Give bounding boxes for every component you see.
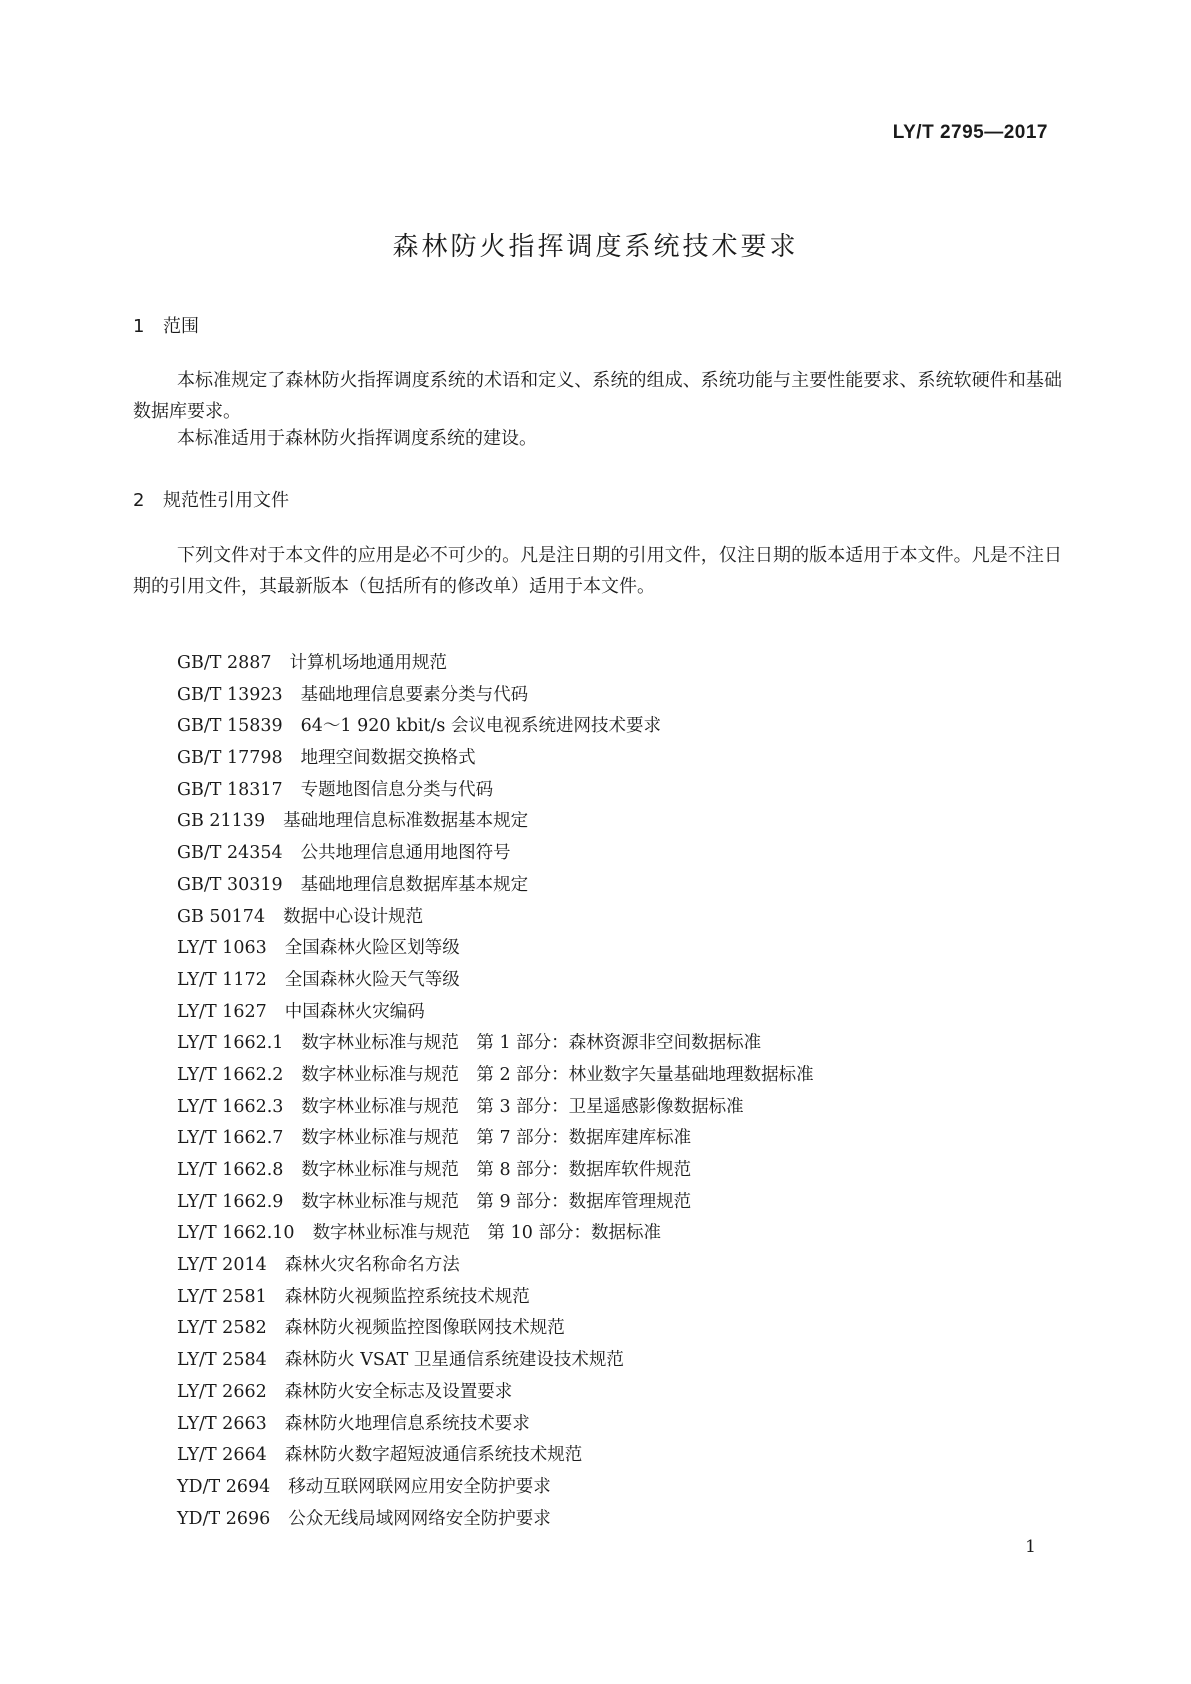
reference-title: 森林火灾名称命名方法 bbox=[284, 1255, 460, 1276]
reference-title: 森林防火 VSAT 卫星通信系统建设技术规范 bbox=[284, 1350, 624, 1371]
reference-code: YD/T 2694 bbox=[177, 1476, 271, 1497]
reference-code: GB/T 15839 bbox=[177, 716, 283, 737]
section-heading-normative-references bbox=[133, 486, 289, 512]
reference-title: 公众无线局域网网络安全防护要求 bbox=[288, 1508, 551, 1529]
reference-item bbox=[177, 965, 814, 997]
reference-code: GB 21139 bbox=[177, 811, 266, 832]
reference-title: 64～1 920 kbit/s 会议电视系统进网技术要求 bbox=[300, 716, 661, 737]
reference-item bbox=[177, 1218, 814, 1250]
reference-code: LY/T 2664 bbox=[177, 1445, 267, 1466]
reference-item bbox=[177, 711, 814, 743]
reference-title: 森林防火数字超短波通信系统技术规范 bbox=[284, 1445, 583, 1466]
reference-code: LY/T 1662.1 bbox=[177, 1033, 284, 1054]
reference-item bbox=[177, 1060, 814, 1092]
section-title: 范围 bbox=[163, 316, 199, 337]
reference-item bbox=[177, 870, 814, 902]
reference-code: LY/T 1172 bbox=[177, 969, 267, 990]
reference-title: 基础地理信息要素分类与代码 bbox=[300, 684, 529, 705]
scope-paragraph-2: 本标准适用于森林防火指挥调度系统的建设。 bbox=[177, 428, 537, 449]
reference-code: GB 50174 bbox=[177, 906, 266, 927]
reference-title: 地理空间数据交换格式 bbox=[300, 748, 476, 769]
reference-title: 数据中心设计规范 bbox=[283, 906, 424, 927]
reference-item bbox=[177, 902, 814, 934]
reference-title: 数字林业标准与规范 第 10 部分：数据标准 bbox=[312, 1223, 661, 1244]
reference-title: 森林防火安全标志及设置要求 bbox=[284, 1381, 513, 1402]
reference-title: 森林防火地理信息系统技术要求 bbox=[284, 1413, 530, 1434]
reference-item bbox=[177, 1282, 814, 1314]
reference-title: 中国森林火灾编码 bbox=[284, 1001, 425, 1022]
reference-item bbox=[177, 933, 814, 965]
section-number: 2 bbox=[133, 490, 145, 511]
reference-item bbox=[177, 680, 814, 712]
reference-title: 专题地图信息分类与代码 bbox=[300, 779, 494, 800]
reference-code: LY/T 2584 bbox=[177, 1350, 267, 1371]
reference-title: 基础地理信息标准数据基本规定 bbox=[283, 811, 529, 832]
reference-item bbox=[177, 997, 814, 1029]
reference-item bbox=[177, 743, 814, 775]
reference-title: 全国森林火险天气等级 bbox=[284, 969, 460, 990]
reference-code: YD/T 2696 bbox=[177, 1508, 271, 1529]
reference-code: GB/T 30319 bbox=[177, 874, 283, 895]
reference-item bbox=[177, 1377, 814, 1409]
reference-code: LY/T 1662.3 bbox=[177, 1096, 284, 1117]
reference-code: LY/T 2581 bbox=[177, 1286, 267, 1307]
reference-item bbox=[177, 1440, 814, 1472]
reference-code: LY/T 1662.10 bbox=[177, 1223, 295, 1244]
reference-title: 数字林业标准与规范 第 9 部分：数据库管理规范 bbox=[301, 1191, 692, 1212]
reference-item bbox=[177, 806, 814, 838]
reference-title: 数字林业标准与规范 第 2 部分：林业数字矢量基础地理数据标准 bbox=[301, 1064, 814, 1085]
reference-title: 全国森林火险区划等级 bbox=[284, 938, 460, 959]
reference-item bbox=[177, 1155, 814, 1187]
reference-code: GB/T 18317 bbox=[177, 779, 283, 800]
reference-title: 公共地理信息通用地图符号 bbox=[300, 843, 511, 864]
reference-title: 数字林业标准与规范 第 7 部分：数据库建库标准 bbox=[301, 1128, 692, 1149]
page-number: 1 bbox=[1025, 1537, 1036, 1557]
reference-item bbox=[177, 1313, 814, 1345]
reference-title: 计算机场地通用规范 bbox=[289, 653, 448, 673]
reference-code: LY/T 1627 bbox=[177, 1001, 267, 1022]
reference-code: LY/T 1662.9 bbox=[177, 1191, 284, 1212]
section-title: 规范性引用文件 bbox=[163, 490, 289, 511]
document-title: 森林防火指挥调度系统技术要求 bbox=[392, 232, 799, 262]
reference-list bbox=[177, 648, 814, 1535]
reference-title: 森林防火视频监控图像联网技术规范 bbox=[284, 1318, 565, 1339]
references-intro-paragraph: 下列文件对于本文件的应用是必不可少的。凡是注日期的引用文件，仅注日期的版本适用于本文件。凡是不注日期的引用文件，其最新版本（包括所有的修改单）适用于本文件。 bbox=[133, 545, 1062, 597]
reference-item bbox=[177, 838, 814, 870]
reference-item bbox=[177, 648, 814, 680]
reference-title: 森林防火视频监控系统技术规范 bbox=[284, 1286, 530, 1307]
reference-code: LY/T 2663 bbox=[177, 1413, 267, 1434]
reference-item bbox=[177, 775, 814, 807]
reference-code: LY/T 2662 bbox=[177, 1381, 267, 1402]
reference-code: GB/T 2887 bbox=[177, 653, 272, 673]
reference-code: LY/T 2582 bbox=[177, 1318, 267, 1339]
reference-item bbox=[177, 1472, 814, 1504]
reference-item bbox=[177, 1028, 814, 1060]
reference-title: 基础地理信息数据库基本规定 bbox=[300, 874, 529, 895]
section-number: 1 bbox=[133, 316, 145, 337]
reference-item bbox=[177, 1250, 814, 1282]
reference-code: LY/T 2014 bbox=[177, 1255, 267, 1276]
reference-title: 数字林业标准与规范 第 1 部分：森林资源非空间数据标准 bbox=[301, 1033, 762, 1054]
reference-title: 数字林业标准与规范 第 3 部分：卫星遥感影像数据标准 bbox=[301, 1096, 744, 1117]
reference-item bbox=[177, 1092, 814, 1124]
reference-item bbox=[177, 1187, 814, 1219]
reference-code: LY/T 1662.8 bbox=[177, 1160, 284, 1180]
reference-item bbox=[177, 1123, 814, 1155]
reference-code: GB/T 24354 bbox=[177, 843, 283, 864]
reference-item bbox=[177, 1409, 814, 1441]
reference-title: 数字林业标准与规范 第 8 部分：数据库软件规范 bbox=[301, 1160, 692, 1180]
section-heading-scope bbox=[133, 312, 199, 338]
reference-code: LY/T 1662.7 bbox=[177, 1128, 284, 1149]
reference-code: LY/T 1063 bbox=[177, 938, 267, 959]
reference-code: LY/T 1662.2 bbox=[177, 1064, 284, 1085]
standard-code: LY/T 2795—2017 bbox=[892, 122, 1048, 143]
reference-title: 移动互联网联网应用安全防护要求 bbox=[288, 1476, 551, 1497]
scope-paragraph-1: 本标准规定了森林防火指挥调度系统的术语和定义、系统的组成、系统功能与主要性能要求、系统软硬件和基础数据库要求。 bbox=[133, 370, 1062, 422]
reference-code: GB/T 17798 bbox=[177, 748, 283, 769]
reference-code: GB/T 13923 bbox=[177, 684, 283, 705]
reference-item bbox=[177, 1504, 814, 1536]
reference-item bbox=[177, 1345, 814, 1377]
